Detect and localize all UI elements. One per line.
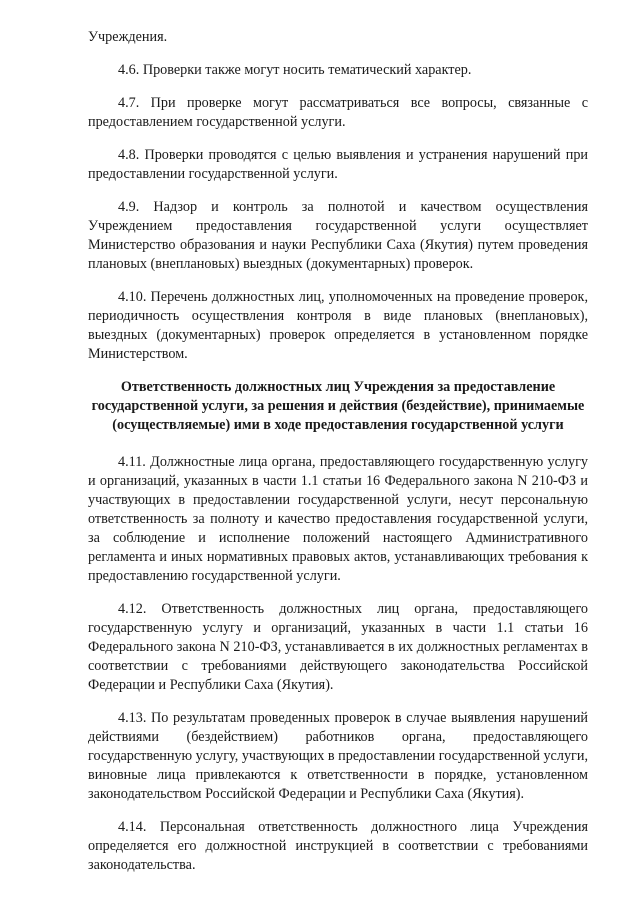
section-heading: Ответственность должностных лиц Учреждения за предоставление государственной услуги, за решения и действия (бездействие), принимаемые (осуществляемые) ими в ходе предоставления государственной услуги xyxy=(91,379,585,433)
continuation-text: Учреждения. xyxy=(88,29,168,45)
paragraph-4-8: 4.8. Проверки проводятся с целью выявления и устранения нарушений при предоставлении государственной услуги. xyxy=(88,147,588,182)
paragraph-4-6: 4.6. Проверки также могут носить тематический характер. xyxy=(118,62,472,78)
document-page xyxy=(88,28,588,889)
paragraph-4-13: 4.13. По результатам проведенных проверок в случае выявления нарушений действиями (бездействием) работников органа, предоставляющего государственную услугу, участвующих в предоставлении государственной услуги, виновные лица привлекаются к ответственности в порядке, установленном законодательством Российской Федерации и Республики Саха (Якутия). xyxy=(88,710,588,802)
paragraph-4-11: 4.11. Должностные лица органа, предоставляющего государственную услугу и организаций, указанных в части 1.1 статьи 16 Федерального закона N 210-ФЗ и участвующих в предоставлении государственной услуги, несут персональную ответственность за полноту и качество предоставления государственной услуги, за соблюдение и исполнение положений настоящего Административного регламента и иных нормативных правовых актов, устанавливающих требования к предоставлению государственной услуги. xyxy=(88,454,588,584)
paragraph-4-9: 4.9. Надзор и контроль за полнотой и качеством осуществления Учреждением предоставления государственной услуги осуществляет Министерство образования и науки Республики Саха (Якутия) путем проведения плановых (внеплановых) выездных (документарных) проверок. xyxy=(88,199,588,272)
paragraph-4-10: 4.10. Перечень должностных лиц, уполномоченных на проведение проверок, периодичность осуществления контроля в виде плановых (внеплановых), выездных (документарных) проверок определяется в установленном порядке Министерством. xyxy=(88,289,588,362)
paragraph-4-12: 4.12. Ответственность должностных лиц органа, предоставляющего государственную услугу и организаций, указанных в части 1.1 статьи 16 Федерального закона N 210-ФЗ, устанавливается в их должностных регламентах в соответствии с требованиями действующего законодательства Российской Федерации и Республики Саха (Якутия). xyxy=(88,601,588,693)
paragraph-4-14: 4.14. Персональная ответственность должностного лица Учреждения определяется его должностной инструкцией в соответствии с требованиями законодательства. xyxy=(88,819,588,873)
paragraph-4-7: 4.7. При проверке могут рассматриваться все вопросы, связанные с предоставлением государственной услуги. xyxy=(88,95,588,130)
